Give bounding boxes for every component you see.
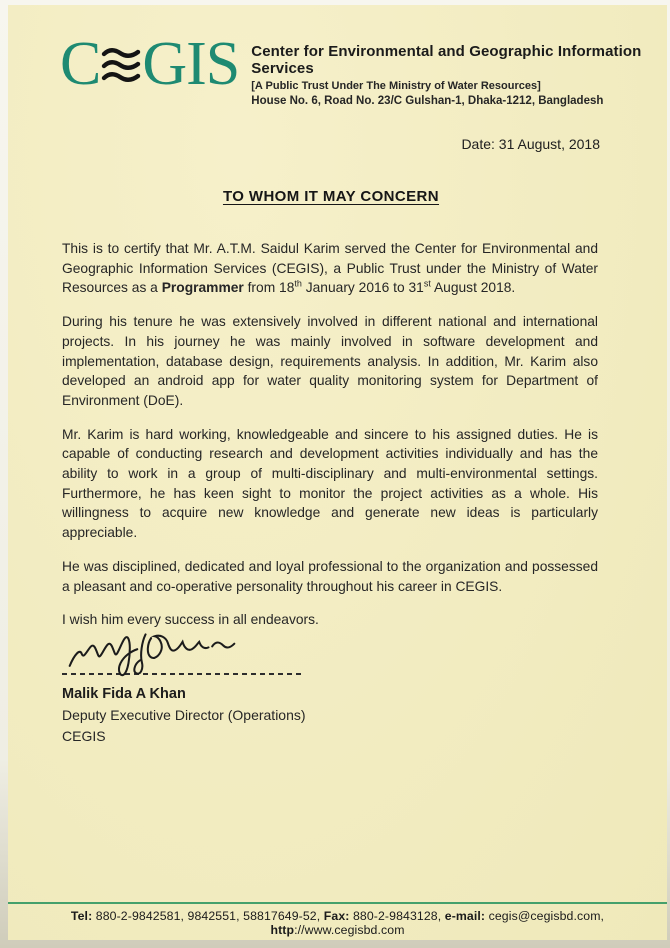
water-waves-icon [101, 35, 141, 99]
paragraph-2: During his tenure he was extensively involved in different national and international projects. In his journey he was mainly involved in software development and implementation, database design, requirements analysis. In addition, Mr. Karim also developed an android app for water quality monitoring system for Department of Environment (DoE). [62, 314, 598, 408]
org-name: Center for Environmental and Geographic Information Services [251, 43, 642, 77]
paragraph-5: I wish him every success in all endeavors. [62, 612, 319, 628]
logo-letters-gis: GIS [142, 30, 240, 98]
para1-lead: This is to certify that Mr. A.T.M. Saidul Karim served the Center for Environmental and Geographic Information Services (CEGIS), a Public Trust under the Ministry of Water Resources as a [62, 241, 598, 296]
signatory-name: Malik Fida A Khan [62, 686, 186, 702]
email-label: e-mail: [444, 909, 486, 923]
cegis-logo [60, 29, 239, 99]
logo-letter-c: C [60, 30, 101, 98]
para1-mid1: from 18 [243, 280, 295, 296]
website-protocol: http [270, 923, 295, 937]
email-value: cegis@cegisbd.com, [485, 909, 605, 923]
para1-ordinal-st: st [423, 278, 431, 289]
letter-page [8, 5, 667, 940]
signatory-org: CEGIS [62, 728, 106, 744]
signatory-title: Deputy Executive Director (Operations) [62, 707, 306, 723]
para1-mid2: January 2016 to 31 [301, 280, 424, 296]
tel-label: Tel: [70, 909, 93, 923]
paragraph-4: He was disciplined, dedicated and loyal professional to the organization and possessed a pleasant and co-operative personality throughout his career in CEGIS. [62, 558, 598, 594]
fax-label: Fax: [323, 909, 350, 923]
para1-ordinal-th: th [294, 278, 302, 289]
footer-contact [8, 909, 667, 937]
letterhead [60, 29, 667, 107]
para1-position: Programmer [161, 280, 244, 296]
letter-title: TO WHOM IT MAY CONCERN [222, 188, 440, 205]
footer-divider [8, 902, 667, 904]
date-line: Date: 31 August, 2018 [461, 136, 600, 152]
signature-scribble-icon [66, 625, 251, 679]
tel-value: 880-2-9842581, 9842551, 58817649-52, [92, 909, 324, 923]
letter-body [62, 239, 598, 644]
paragraph-1 [62, 239, 598, 298]
fax-value: 880-2-9843128, [349, 909, 445, 923]
website-url: ://www.cegisbd.com [294, 923, 405, 937]
signature-block [62, 625, 306, 744]
paragraph-3: Mr. Karim is hard working, knowledgeable and sincere to his assigned duties. He is capable of conducting research and development activities individually and has the ability to work in a group of multi-disciplinary and multi-environmental settings. Furthermore, he has keen sight to monitor the project activities as a whole. His willingness to acquire new knowledge and generate new ideas is particularly appreciable. [62, 426, 598, 541]
org-subtitle: [A Public Trust Under The Ministry of Water Resources] [251, 80, 541, 92]
org-address: House No. 6, Road No. 23/C Gulshan-1, Dhaka-1212, Bangladesh [251, 95, 604, 107]
para1-tail: August 2018. [430, 280, 516, 296]
org-identity [251, 29, 667, 107]
signature-line [62, 673, 302, 675]
